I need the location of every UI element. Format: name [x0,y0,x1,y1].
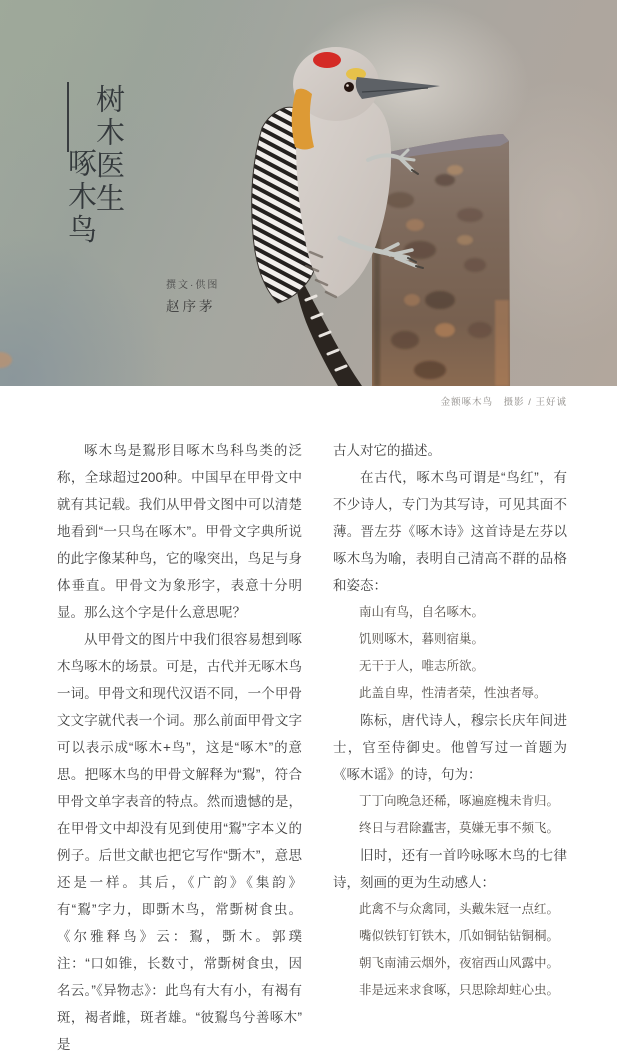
poem-line: 此盖自卑，性清者荣，性浊者辱。 [359,686,547,700]
poem-line: 朝飞南浦云烟外，夜宿西山风露中。 [359,956,560,970]
paragraph: 在古代，啄木鸟可谓是“鸟红”，有不少诗人，专门为其写诗，可见其面不薄。晋左芬《啄木诗》这首诗是左芬以啄木鸟为喻，表明自己清高不群的品格和姿态： [333,470,567,593]
article-column-right [333,437,567,1058]
page-title-line1: 树木医生 [92,84,124,216]
paragraph: 陈标，唐代诗人，穆宗长庆年间进士，官至侍御史。他曾写过一首题为《啄木谣》的诗，句为： [333,713,567,782]
paragraph: 古人对它的描述。 [333,443,441,458]
woodpecker-photo [0,0,617,386]
poem-line: 无干于人，唯志所欲。 [359,659,485,673]
photo-caption: 金额啄木鸟 摄影 / 王好诚 [440,397,567,408]
poem-zhuomuyao [359,788,567,842]
poem-line: 丁丁向晚急还稀，啄遍庭槐未肯归。 [359,794,560,808]
byline-label: 撰文·供图 [166,280,220,291]
poem-qilv [359,896,567,1004]
poem-line: 终日与君除蠹害，莫嫌无事不频飞。 [359,821,560,835]
poem-line: 南山有鸟，自名啄木。 [359,605,485,619]
byline-author: 赵序茅 [166,299,216,314]
poem-line: 非是远来求食啄，只思除却蛀心虫。 [359,983,560,997]
bird-eye [344,82,354,92]
paragraph: 旧时，还有一首吟咏啄木鸟的七律诗，刻画的更为生动感人： [333,848,567,890]
poem-zuofen [359,599,567,707]
paragraph: 从甲骨文的图片中我们很容易想到啄木鸟啄木的场景。可是，古代并无啄木鸟一词。甲骨文和现代汉语不同，一个甲骨文文字就代表一个词。那么前面甲骨文字可以表示成“啄木+鸟”，这是“啄木”的意思。把啄木鸟的甲骨文解释为“鴷”，符合甲骨文单字表音的特点。然而遗憾的是，在甲骨文中却没有见到使用“鴷”字本义的例子。后世文献也把它写作“斲木”，意思还是一样。其后，《广韵》《集韵》有“鴷”字力，即斲木鸟，常斲树食虫。《尔雅释鸟》云：鴷，斲木。郭璞注：“口如锥，长数寸，常斲树食虫，因名云。”《异物志》：此鸟有大有小，有褐有斑，褐者雌，斑者雄。“彼鴷鸟兮善啄木” 是 [57,632,302,1052]
poem-line: 嘴似铁钉钉铁木，爪如铜钻钻铜桐。 [359,929,560,943]
article-body [57,437,567,1058]
page-title-line2: 啄木鸟 [64,148,96,247]
title-dash [67,82,69,152]
poem-line: 饥则啄木，暮则宿巢。 [359,632,485,646]
byline [166,276,219,315]
article-column-left [57,437,302,1058]
paragraph: 啄木鸟是鴷形目啄木鸟科鸟类的泛称，全球超过200种。中国早在甲骨文中就有其记载。我们从甲骨文图中可以清楚地看到“一只鸟在啄木”。甲骨文字典所说的此字像某种鸟，它的喙突出，鸟足与身体垂直。甲骨文为象形字，表意十分明显。那么这个字是什么意思呢？ [57,443,302,620]
crown-red-patch [313,52,341,68]
poem-line: 此禽不与众禽同，头戴朱冠一点红。 [359,902,560,916]
bird-tail [296,282,362,386]
